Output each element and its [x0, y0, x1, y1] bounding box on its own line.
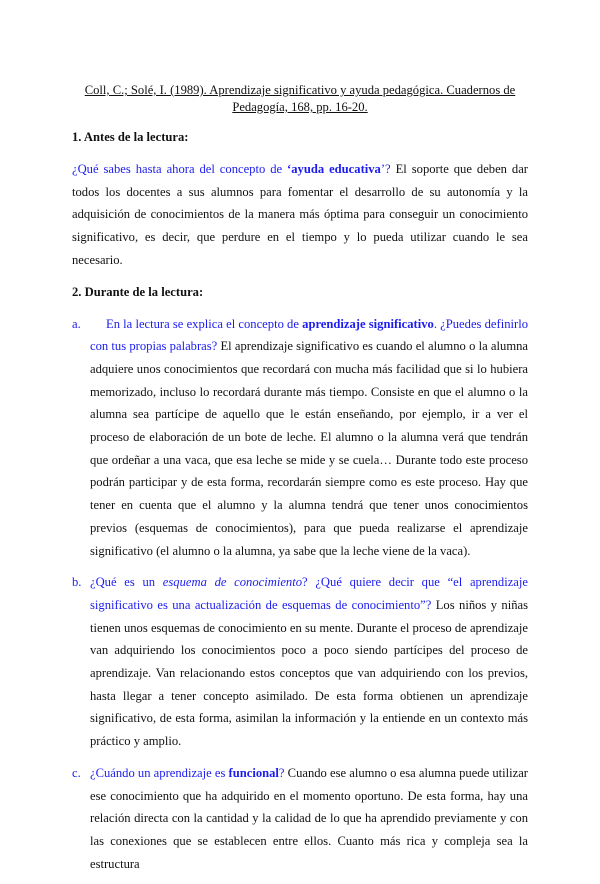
list-marker: c.	[72, 765, 81, 780]
list-marker: b.	[72, 575, 82, 590]
question-end: . ¿Puedes definirlo con tus propias palabras?	[90, 316, 528, 354]
section-1-heading: 1. Antes de la lectura:	[72, 130, 189, 144]
answer: El soporte que deben dar todos los docentes a sus alumnos para fomentar el desarrollo de su autonomía y la adquisición de conocimientos de la manera más óptima para conseguir un conocimiento significativo, es decir, que perdure en el tiempo y lo pueda utilizar cuando le sea necesario.	[72, 162, 528, 267]
list-item-c	[72, 762, 528, 876]
question: ¿Qué sabes hasta ahora del concepto de	[72, 162, 288, 176]
question-term: aprendizaje significativo	[302, 316, 434, 331]
document-page	[72, 82, 528, 884]
list-marker: a.	[72, 316, 81, 331]
answer: Cuando ese alumno o esa alumna puede utilizar ese conocimiento que ha adquirido en el momento oportuno. De esta forma, hay una relación directa con la cantidad y la calidad de lo que ha aprendido previamente y con las conexiones que se establecen entre ellos. Cuanto más rica y compleja sea la estructura	[90, 765, 529, 871]
question: ¿Qué es un	[90, 575, 163, 590]
citation: Coll, C.; Solé, I. (1989). Aprendizaje significativo y ayuda pedagógica. Cuadernos de Pedagogía, 168, pp. 16-20.	[84, 83, 516, 114]
list-item-a	[72, 313, 528, 563]
question-list	[72, 313, 528, 876]
question-end: ?	[278, 765, 285, 780]
question: ¿Cuándo un aprendizaje es	[90, 765, 229, 780]
question-end: ’?	[380, 162, 391, 176]
section-2-heading: 2. Durante de la lectura:	[72, 284, 204, 299]
question: En la lectura se explica el concepto de	[106, 316, 303, 331]
question-term: esquema de conocimiento	[162, 575, 303, 590]
answer: Los niños y niñas tienen unos esquemas de conocimiento en su mente. Durante el proceso de aprendizaje van adquiriendo los conocimientos poco a poco siendo partícipes del proceso de aprendizaje. Van relacionando estos conceptos que van adquiriendo con los previos, hasta llegar a tener concepto asimilado. De esta forma obtienen un aprendizaje significativo, de esta forma, asimilan la información y la entiende en un contexto más práctico y amplio.	[90, 597, 528, 749]
answer: El aprendizaje significativo es cuando el alumno o la alumna adquiere unos conocimientos que recordará con mucha más facilidad que si lo hubiera memorizado, incluso lo recordará durante más tiempo. Consiste en que el alumno o la alumna sea partícipe de aquello que le están enseñando, por ejemplo, ir a ver el proceso de elaboración de un bote de leche. El alumno o la alumna verá que tendrán que ordeñar a una vaca, que esa leche se mide y se cuela… Durante todo este proceso podrán participar y de esta forma, recordarán siempre como es este proceso. Hay que tener en cuenta que el alumno y la alumna tendrá que tener unos conocimientos previos (esquemas de conocimientos), para que pueda realizarse el aprendizaje significativo (el alumno o la alumna, ya sabe que la leche viene de la vaca).	[90, 339, 528, 558]
question-term: ‘ayuda educativa	[287, 162, 381, 176]
list-item-b	[72, 571, 528, 753]
question-end: ? ¿Qué quiere decir que “el aprendizaje significativo es una actualización de esquemas de conocimiento”?	[90, 575, 528, 612]
question-term: funcional	[228, 765, 279, 780]
section-1-paragraph	[72, 158, 528, 272]
